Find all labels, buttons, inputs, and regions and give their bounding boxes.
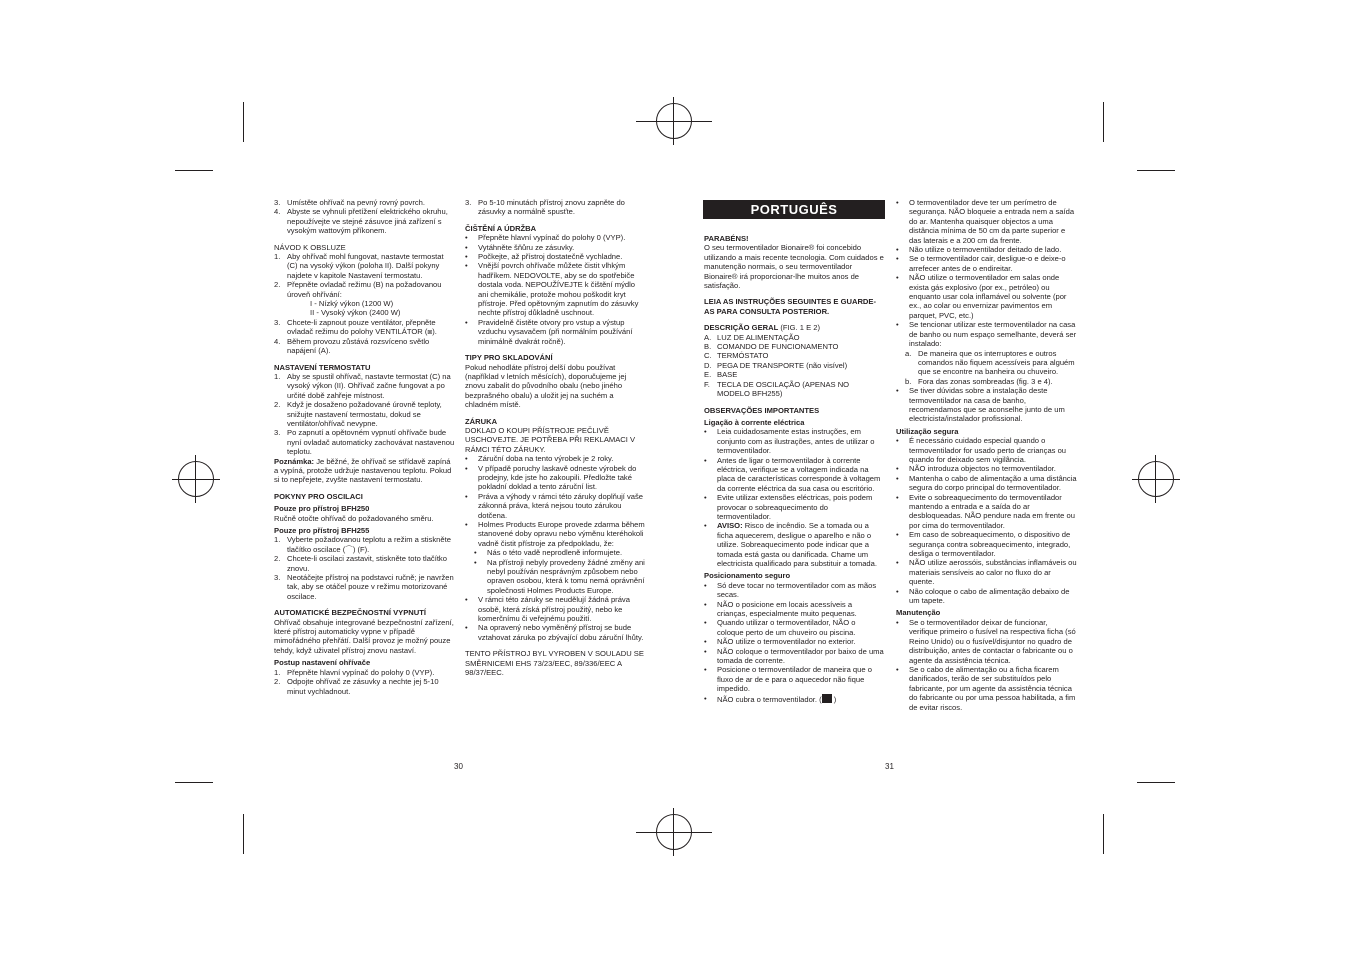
list-marker: • [704, 521, 707, 531]
list-marker: 2. [274, 280, 281, 290]
list-item [274, 554, 456, 573]
list-marker: • [896, 664, 899, 674]
sub-list-item [896, 377, 1078, 386]
list-item-text-part: NÃO cubra o termoventilador. ( [717, 694, 822, 704]
list-marker: 3. [274, 317, 281, 327]
list-item-text: Antes de ligar o termoventilador à corrente eléctrica, verifique se a voltagem indicada na placa de características corresponde à voltagem da corrente eléctrica da sua casa ou escritório. [717, 455, 881, 493]
section-heading: TIPY PRO SKLADOVÁNÍ [465, 353, 553, 363]
paragraph: Ručně otočte ohřívač do požadovaného směru. [274, 513, 434, 523]
list-item-text: Odpojte ohřívač ze zásuvky a nechte jej 5-10 minut vychladnout. [287, 677, 439, 696]
list-item [465, 464, 647, 492]
list-item [274, 372, 456, 400]
list-item-text: Aby se spustil ohřívač, nastavte termostat (C) na vysoký výkon (II). Ohřívač začne fungovat a po určité době zahřeje místnost. [287, 371, 451, 400]
section-heading: ČIŠTĚNÍ A ÚDRŽBA [465, 223, 537, 233]
list-marker: E. [704, 370, 712, 380]
list-item [704, 333, 884, 342]
list-item-text: O termoventilador deve ter um perímetro de segurança. NÃO bloqueie a entrada nem a saída do ar. Mantenha quaisquer objectos a uma distância mínima de 50 cm da parte superior e das laterais e a 200 cm da frente. [909, 198, 1075, 245]
list-item-text: LUZ DE ALIMENTAÇÃO [717, 332, 800, 342]
list-item-text [717, 521, 884, 568]
list-marker: a. [905, 348, 912, 358]
list-item [896, 245, 1078, 254]
list-item-text: Não utilize o termoventilador deitado de lado. [909, 245, 1062, 255]
list-item [704, 618, 884, 637]
list-item [465, 318, 647, 346]
list-item [274, 677, 456, 696]
list-marker: • [896, 464, 899, 474]
list-marker: • [704, 665, 707, 675]
list-marker: • [896, 386, 899, 396]
list-marker: • [704, 599, 707, 609]
list-marker: • [896, 586, 899, 596]
heading-text: DESCRIÇÃO GERAL [704, 323, 779, 333]
list-item-text: É necessário cuidado especial quando o termoventilador for usado perto de crianças ou quando for deixado sem vigilância. [909, 436, 1067, 464]
list-marker: • [704, 580, 707, 590]
list-marker: • [704, 637, 707, 647]
list-item [896, 436, 1078, 464]
list-item [704, 637, 884, 646]
list-item-text: Chcete-li zapnout pouze ventilátor, přepněte ovladač režimu do polohy VENTILÁTOR (⧈). [287, 317, 437, 337]
list-item-text: De maneira que os interruptores e outros comandos não fiquem acessíveis para alguém que se encontre na banheira ou chuveiro. [918, 348, 1075, 377]
section-heading: POKYNY PRO OSCILACI [274, 491, 363, 501]
list-marker: • [896, 320, 899, 330]
list-marker: • [465, 233, 468, 243]
list-item-text: PEGA DE TRANSPORTE (não visível) [717, 360, 848, 370]
list-item [274, 535, 456, 554]
list-item-text: Quando utilizar o termoventilador, NÃO o coloque perto de um chuveiro ou piscina. [717, 618, 856, 637]
list-marker: • [465, 520, 468, 529]
list-marker: • [704, 693, 707, 703]
list-item-text [717, 694, 884, 704]
list-item [704, 521, 884, 568]
list-item-text: TERMÓSTATO [717, 351, 769, 361]
list-item-text: Na přístroji nebyly provedeny žádné změny ani nebyl používán nesprávným způsobem nebo opraven osobou, která k tomu nemá oprávnění společnosti Holmes Products Europe. [487, 557, 645, 595]
list-marker: 1. [274, 371, 281, 381]
list-marker: • [465, 317, 468, 327]
subsection-heading: Pouze pro přístroj BFH250 [274, 504, 370, 514]
list-item [465, 454, 647, 463]
list-item-text: NÃO utilize aerossóis, substâncias inflamáveis ou materiais sensíveis ao calor no fluxo do ar quente. [909, 558, 1077, 587]
list-marker: • [465, 242, 468, 252]
subsection-heading: Manutenção [896, 608, 941, 618]
page-number-right: 31 [885, 762, 894, 771]
list-item [704, 380, 884, 399]
list-item-text-end: ) [831, 694, 837, 704]
page-number-left: 30 [454, 762, 463, 771]
list-item-text: NÃO utilize o termoventilador no exterior. [717, 637, 856, 647]
list-marker: • [896, 558, 899, 568]
list-item-text: Vyberte požadovanou teplotu a režim a stiskněte tlačítko oscilace (⌒) (F). [287, 535, 451, 554]
list-item-text: BASE [717, 370, 738, 380]
list-marker: • [896, 254, 899, 264]
list-marker: B. [704, 342, 712, 352]
list-item [465, 623, 647, 642]
list-marker: 4. [274, 336, 281, 346]
list-marker: 2. [274, 400, 281, 410]
list-item [896, 273, 1078, 320]
section-heading: LEIA AS INSTRUÇÕES SEGUINTES E GUARDE-AS PARA CONSULTA POSTERIOR. [704, 297, 877, 316]
right-page-column-1 [704, 227, 884, 704]
warning-label: AVISO: [717, 521, 743, 531]
paragraph: TENTO PŘÍSTROJ BYL VYROBEN V SOULADU SE SMĚRNICEMI EHS 73/23/EEC, 89/336/EEC A 98/37/EEC. [465, 649, 644, 678]
right-page-column-2 [896, 198, 1078, 712]
left-page-column-2 [465, 198, 647, 678]
list-item [704, 361, 884, 370]
section-heading: PARABÉNS! [704, 234, 749, 243]
list-item [274, 428, 456, 456]
list-item [274, 280, 456, 299]
list-item [465, 198, 647, 217]
list-item [704, 665, 884, 693]
list-item-text: COMANDO DE FUNCIONAMENTO [717, 342, 839, 352]
list-item [896, 530, 1078, 558]
list-item-text: Přepněte hlavní vypínač do polohy 0 (VYP). [287, 667, 435, 677]
list-marker: • [896, 273, 899, 283]
list-item [465, 252, 647, 261]
paragraph: DOKLAD O KOUPI PŘÍSTROJE PEČLIVĚ USCHOVEJTE. JE POTŘEBA PŘI REKLAMACI V RÁMCI TÉTO ZÁRUKY. [465, 425, 636, 454]
list-item-text: Só deve tocar no termoventilador com as mãos secas. [717, 580, 877, 600]
list-marker: 3. [465, 198, 472, 207]
list-marker: 1. [274, 535, 281, 545]
option-line: I - Nízký výkon (1200 W) [310, 299, 394, 309]
list-item-text: Chcete-li oscilaci zastavit, stiskněte toto tlačítko znovu. [287, 554, 447, 573]
list-marker: • [896, 245, 899, 255]
section-heading: ZÁRUKA [465, 416, 498, 426]
list-item [465, 243, 647, 252]
list-item-text: Přepněte hlavní vypínač do polohy 0 (VYP). [478, 233, 626, 243]
list-marker: 2. [274, 677, 281, 687]
list-item-text: Se o termoventilador deixar de funcionar, verifique primeiro o fusível na respectiva ficha (só Reino Unido) ou o fusível/disjuntor no quadro de distribuição, antes de contactar o fabricante ou o agente da assistência técnica. [909, 617, 1076, 665]
language-heading: PORTUGUÊS [703, 200, 885, 219]
list-item-text: NÃO coloque o termoventilador por baixo de uma tomada de corrente. [717, 646, 884, 666]
list-item-text: Záruční doba na tento výrobek je 2 roky. [478, 454, 614, 464]
list-item-text: Em caso de sobreaquecimento, o dispositivo de segurança contra sobreaquecimento, integrado, desliga o termoventilador. [909, 530, 1071, 559]
list-item-text: Po 5-10 minutách přístroj znovu zapněte do zásuvky a normálně spusťte. [478, 198, 625, 217]
list-item-text: NÃO utilize o termoventilador em salas onde exista gás explosivo (por ex., petróleo) ou enquanto usar cola inflamável ou solvente (por ex., ao colar ou envernizar pavimentos em parquet, PVC, etc.) [909, 273, 1067, 320]
list-item-text: Vnější povrch ohřívače můžete čistit vlhkým hadříkem. NEDOVOLTE, aby se do spotřebiče dostala voda. NEPOUŽÍVEJTE k čištění mýdlo ani chemikálie, protože mohou poškodit kryt přístroje. Před opětovným zapnutím do zásuvky nechte přístroj důkladně uschnout. [478, 261, 639, 318]
list-item [896, 254, 1078, 273]
list-marker: • [896, 436, 899, 446]
section-heading: AUTOMATICKÉ BEZPEČNOSTNÍ VYPNUTÍ [274, 608, 427, 618]
list-item-text: Práva a výhody v rámci této záruky doplňují vaše zákonná práva, která nejsou touto zárukou dotčena. [478, 491, 644, 520]
list-item [896, 587, 1078, 606]
subsection-heading: Postup nastavení ohřívače [274, 658, 371, 668]
list-marker: F. [704, 379, 710, 389]
list-item [704, 351, 884, 360]
list-item-text: Se tencionar utilizar este termoventilador na casa de banho ou num espaço semelhante, deverá ser instalado: [909, 320, 1077, 349]
list-item-text: V případě poruchy laskavě odneste výrobek do prodejny, kde jste ho zakoupili. Předložte také pokladní doklad a tento záruční list. [478, 463, 637, 492]
note-paragraph [274, 457, 456, 485]
list-item-text: Přepněte ovladač režimu (B) na požadovanou úroveň ohřívání: [287, 280, 442, 299]
list-marker: • [465, 463, 468, 473]
list-marker: 4. [274, 207, 281, 217]
subsection-heading: Utilização segura [896, 426, 959, 436]
paragraph: Ohřívač obsahuje integrované bezpečnostní zařízení, které přístroj automaticky vypne v případě mimořádného přehřátí. Další provoz je možný pouze tehdy, když uživatel přístroj znovu nastaví. [274, 617, 454, 655]
sub-list-item [465, 548, 647, 557]
paragraph: NÁVOD K OBSLUZE [274, 242, 346, 252]
list-item-text: NÃO introduza objectos no termoventilador. [909, 464, 1056, 474]
list-marker: • [896, 617, 899, 627]
list-item [704, 581, 884, 600]
option-line: II - Vysoký výkon (2400 W) [310, 308, 401, 318]
list-item-text: Se o termoventilador cair, desligue-o e deixe-o arrefecer antes de o endireitar. [909, 254, 1066, 273]
list-marker: • [896, 530, 899, 540]
subsection-heading: Ligação à corrente eléctrica [704, 417, 805, 427]
list-item [896, 474, 1078, 493]
list-item [704, 647, 884, 666]
list-item [704, 456, 884, 494]
list-item-text: Se o cabo de alimentação ou a ficha ficarem danificados, terão de ser substituídos pelo fabricante, por um agente da assistência técnica do fabricante ou por uma pessoa habilitada, a fim de evitar riscos. [909, 664, 1076, 712]
list-item [896, 464, 1078, 473]
list-marker: • [465, 252, 468, 262]
list-marker: • [465, 623, 468, 633]
list-marker: C. [704, 351, 712, 361]
list-item-text: TECLA DE OSCILAÇÃO (APENAS NO MODELO BFH255) [717, 379, 850, 399]
list-marker: 3. [274, 198, 281, 207]
list-item-text: Leia cuidadosamente estas instruções, em conjunto com as ilustrações, antes de utilizar o termoventilador. [717, 427, 875, 456]
list-item [274, 207, 456, 235]
list-marker: • [896, 492, 899, 502]
list-item-text: Evite o sobreaquecimento do termoventilador mantendo a entrada e a saída do ar desbloqueadas. NÃO pendure nada em frente ou por cima do termoventilador. [909, 492, 1075, 530]
section-heading: NASTAVENÍ TERMOSTATU [274, 362, 371, 372]
list-item [896, 665, 1078, 712]
list-item-text: Neotáčejte přístroj na podstavci ručně; je navržen tak, aby se otáčel pouze v režimu motorizované oscilace. [287, 573, 454, 601]
list-marker: • [704, 427, 707, 437]
list-item-text: Během provozu zůstává rozsvíceno světlo napájení (A). [287, 336, 430, 356]
sub-list-item [896, 349, 1078, 377]
paragraph: O seu termoventilador Bionaire® foi concebido utilizando a mais recente tecnologia. Com cuidados e manutenção normais, o seu termoventilador Bionaire® irá proporcionar-lhe muitos anos de satisfação. [704, 243, 884, 291]
section-heading: OBSERVAÇÕES IMPORTANTES [704, 405, 820, 415]
list-item-text: Pravidelně čistěte otvory pro vstup a výstup vzduchu vysavačem (při normálním používání minimálně dvakrát ročně). [478, 317, 633, 346]
list-marker: b. [905, 376, 912, 386]
list-item [465, 233, 647, 242]
list-item-text: Não coloque o cabo de alimentação debaixo de um tapete. [909, 586, 1070, 606]
list-item-text: Abyste se vyhnuli přetížení elektrického okruhu, nepoužívejte ve stejné zásuvce jiná zařízení s vysokým wattovým příkonem. [287, 207, 448, 236]
warning-text: Risco de incêndio. Se a tomada ou a ficha aquecerem, desligue o aparelho e não o utilize. Sobreaquecimento pode indicar que a tomada está gasta ou danificada. Chame um electricista qualificado para substituir a tomada. [717, 521, 877, 568]
list-item-text: Fora das zonas sombreadas (fig. 3 e 4). [918, 376, 1053, 386]
list-marker: • [704, 455, 707, 465]
list-item-text: Posicione o termoventilador de maneira que o fluxo de ar de e para o aquecedor não fique impedido. [717, 665, 872, 694]
list-marker: • [465, 595, 468, 605]
list-item [274, 252, 456, 280]
list-item [896, 198, 1078, 245]
list-marker: • [465, 491, 468, 501]
list-item [896, 493, 1078, 531]
list-item-text: Mantenha o cabo de alimentação a uma distância segura do corpo principal do termoventilador. [909, 473, 1077, 493]
list-item [704, 342, 884, 351]
list-item [704, 600, 884, 619]
list-item [896, 386, 1078, 424]
list-item [465, 261, 647, 317]
list-marker: 1. [274, 667, 281, 677]
list-marker: 3. [274, 573, 281, 583]
note-label: Poznámka: [274, 456, 315, 466]
list-item [274, 337, 456, 356]
list-marker: • [896, 473, 899, 483]
list-item [274, 400, 456, 428]
list-item [465, 492, 647, 520]
list-item-text: Počkejte, až přístroj dostatečně vychladne. [478, 252, 623, 262]
paragraph: Pokud nehodláte přístroj delší dobu používat (například v letních měsících), doporučujeme jej znovu zabalit do původního obalu (nebo jiného bezprašného obalu) a uložit jej na suchém a chladném místě. [465, 362, 627, 410]
list-marker: • [465, 454, 468, 464]
note-text: Je běžné, že ohřívač se střídavě zapíná a vypíná, protože udržuje nastavenou teplotu. Pokud si to nepřejete, zvyšte nastavení termostatu. [274, 456, 452, 485]
list-item [896, 558, 1078, 586]
list-marker: • [474, 548, 477, 558]
list-item-text: Nás o této vadě neprodleně informujete. [487, 548, 623, 558]
list-item-text: Na opravený nebo vyměněný přístroj se bude vztahovat záruka po zbývající dobu záruční lhůty. [478, 623, 644, 642]
list-marker: • [704, 646, 707, 656]
list-item [465, 595, 647, 623]
list-item-text: Vytáhněte šňůru ze zásuvky. [478, 242, 575, 252]
list-item [274, 668, 456, 677]
list-item [274, 198, 456, 207]
list-item [896, 618, 1078, 665]
subsection-heading: Pouze pro přístroj BFH255 [274, 526, 370, 535]
list-marker: 3. [274, 428, 281, 438]
list-item-text: Když je dosaženo požadované úrovně teploty, snižujte nastavení termostatu, dokud se ventilátor/ohřívač nevypne. [287, 400, 442, 428]
list-marker: • [465, 261, 468, 271]
list-marker: • [704, 618, 707, 628]
list-item [896, 320, 1078, 348]
list-marker: • [704, 493, 707, 503]
list-marker: • [474, 557, 477, 567]
list-item-text: Aby ohřívač mohl fungovat, nastavte termostat (C) na vysoký výkon (poloha II). Další pokyny najdete v kapitole Nastavení termostatu. [287, 252, 444, 280]
list-item [465, 520, 647, 548]
list-marker: A. [704, 332, 712, 342]
list-marker: D. [704, 360, 712, 370]
sub-list-item [465, 558, 647, 596]
left-page-column-1 [274, 198, 456, 696]
list-item-text: V rámci této záruky se neudělují žádná práva osobě, která získá přístroj použitý, nebo ke komerčnímu či veřejnému použití. [478, 595, 630, 624]
list-item [704, 427, 884, 455]
list-item [704, 370, 884, 379]
list-marker: 1. [274, 252, 281, 262]
list-item-text: NÃO o posicione em locais acessíveis a crianças, especialmente muito pequenas. [717, 599, 857, 619]
subsection-heading: Posicionamento seguro [704, 571, 791, 581]
list-item-text: Po zapnutí a opětovném vypnutí ohřívače bude nyní ovladač automaticky zachovávat nastavenou teplotu. [287, 428, 455, 457]
list-item-text: Umístěte ohřívač na pevný rovný povrch. [287, 198, 426, 207]
do-not-cover-icon [822, 694, 832, 703]
list-item [704, 694, 884, 704]
list-marker: 2. [274, 554, 281, 564]
list-item [274, 318, 456, 337]
list-item-text: Se tiver dúvidas sobre a instalação deste termoventilador na casa de banho, recomendamos que se aconselhe junto de um electricista/instalador profissional. [909, 386, 1065, 424]
heading-suffix: (FIG. 1 E 2) [778, 323, 821, 333]
list-marker: • [896, 198, 899, 207]
list-item [704, 493, 884, 521]
list-item-text: Evite utilizar extensões eléctricas, pois podem provocar o sobreaquecimento do termoventilador. [717, 493, 873, 521]
list-item [274, 573, 456, 601]
section-heading [704, 323, 884, 332]
list-item-text: Holmes Products Europe provede zdarma během stanovené doby opravu nebo výměnu kteréhokoli vadně čistit přístroje za předpokladu, že: [478, 520, 645, 548]
